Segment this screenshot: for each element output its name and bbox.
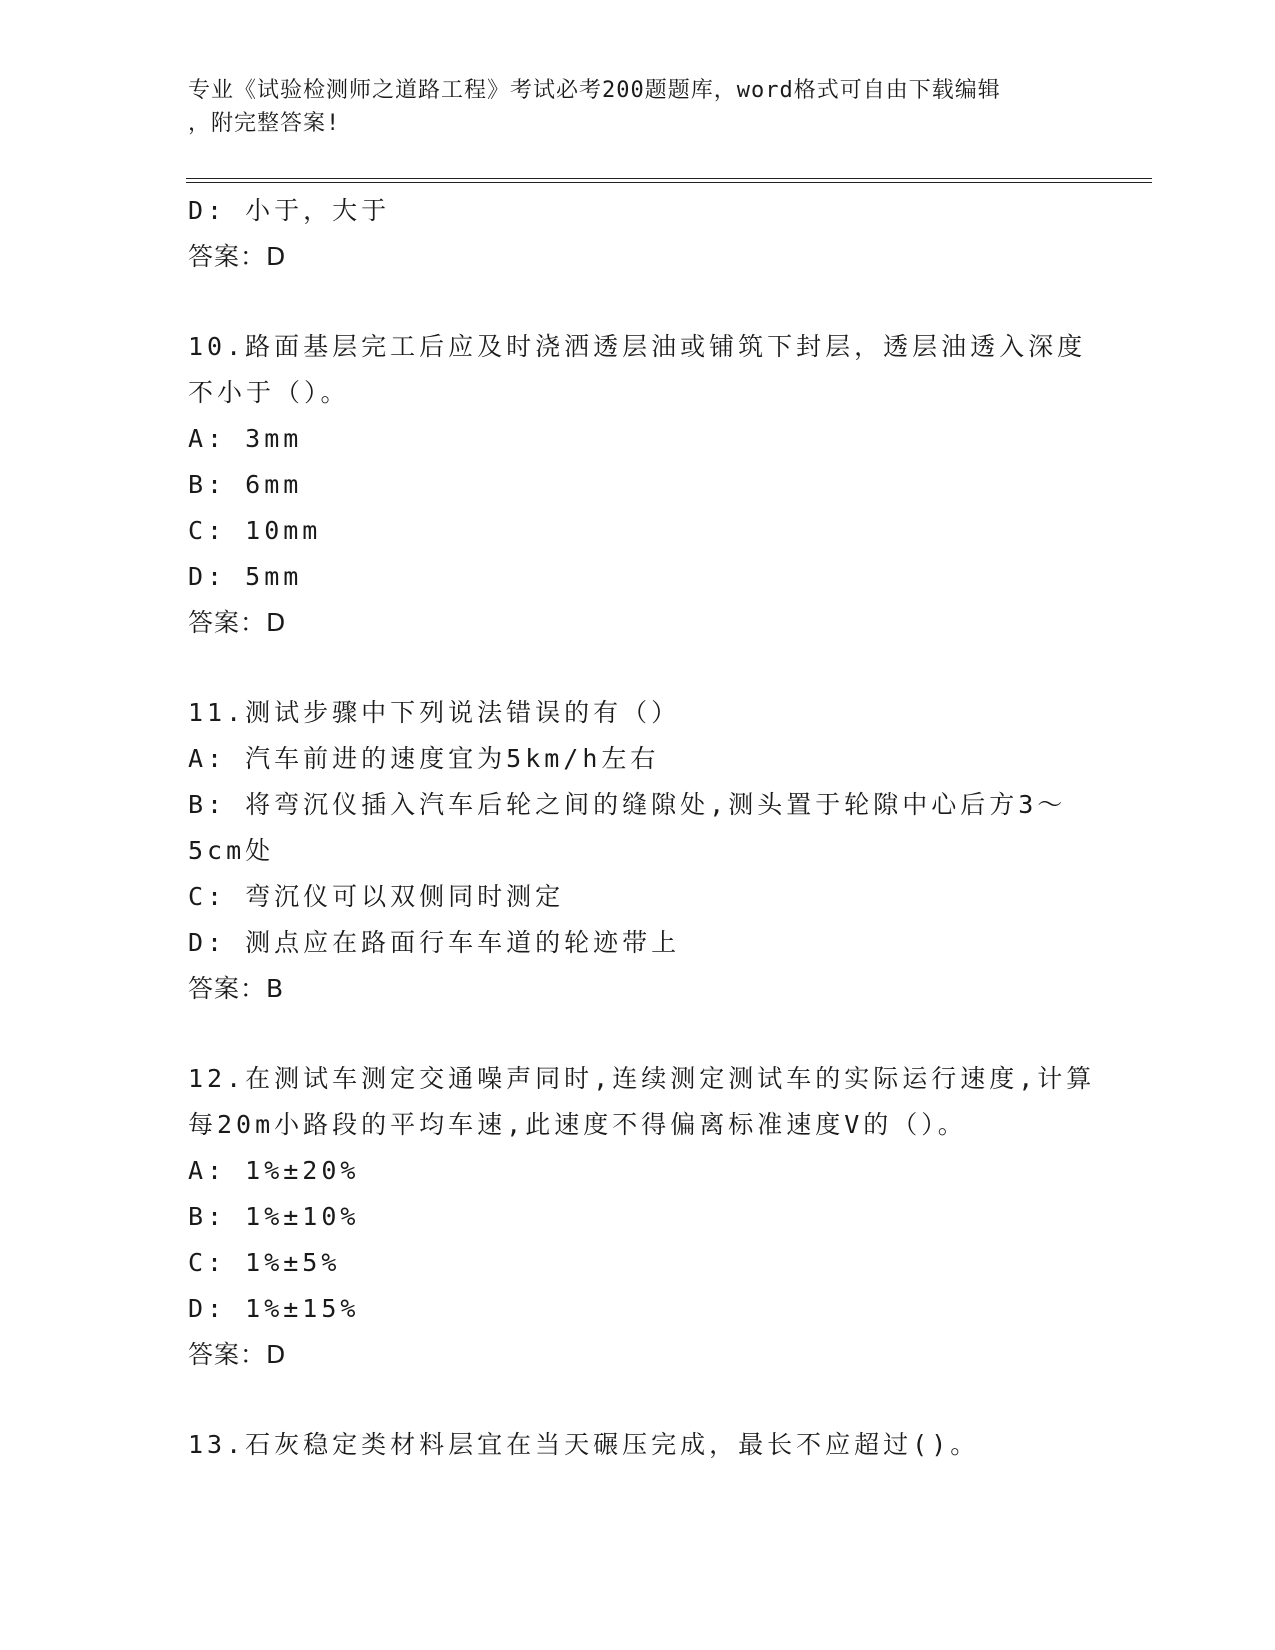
option-b: B: 1%±10% (188, 1202, 360, 1231)
option-d: D: 5mm (188, 562, 303, 591)
question-stem: 13.石灰稳定类材料层宜在当天碾压完成，最长不应超过()。 (188, 1430, 980, 1459)
question-11 (188, 690, 1088, 1012)
question-13 (188, 1422, 1088, 1468)
option-c: C: 弯沉仪可以双侧同时测定 (188, 882, 565, 911)
question-stem: 11.测试步骤中下列说法错误的有（） (188, 698, 681, 727)
option-a: A: 1%±20% (188, 1156, 360, 1185)
answer: 答案：B (188, 974, 285, 1003)
answer: 答案：D (188, 608, 287, 637)
option-a: A: 汽车前进的速度宜为5km/h左右 (188, 744, 660, 773)
spacer (188, 646, 1088, 690)
option-b: B: 将弯沉仪插入汽车后轮之间的缝隙处,测头置于轮隙中心后方3～ (188, 790, 1067, 819)
question-stem-continued: 每20m小路段的平均车速,此速度不得偏离标准速度V的（）。 (188, 1110, 967, 1139)
header-title-line-1: 专业《试验检测师之道路工程》考试必考200题题库，word格式可自由下载编辑 (188, 78, 1001, 103)
header-divider (186, 178, 1152, 183)
spacer (188, 1012, 1088, 1056)
answer: 答案：D (188, 1340, 287, 1369)
option-b: B: 6mm (188, 470, 303, 499)
question-stem: 12.在测试车测定交通噪声同时,连续测定测试车的实际运行速度,计算 (188, 1064, 1096, 1093)
option-d: D: 测点应在路面行车车道的轮迹带上 (188, 928, 681, 957)
spacer (188, 1378, 1088, 1422)
option-b-continued: 5cm处 (188, 836, 275, 865)
question-10 (188, 324, 1088, 646)
question-content (188, 188, 1096, 1468)
option-c: C: 10mm (188, 516, 322, 545)
question-stem-continued: 不小于（）。 (188, 378, 350, 407)
header-title-line-2: ，附完整答案! (188, 111, 341, 136)
page-header (188, 74, 1088, 140)
option-d: D: 小于，大于 (188, 196, 391, 225)
option-c: C: 1%±5% (188, 1248, 341, 1277)
question-12 (188, 1056, 1096, 1378)
answer: 答案：D (188, 242, 287, 271)
question-stem: 10.路面基层完工后应及时浇洒透层油或铺筑下封层，透层油透入深度 (188, 332, 1087, 361)
spacer (188, 280, 1088, 324)
option-d: D: 1%±15% (188, 1294, 360, 1323)
option-a: A: 3mm (188, 424, 303, 453)
